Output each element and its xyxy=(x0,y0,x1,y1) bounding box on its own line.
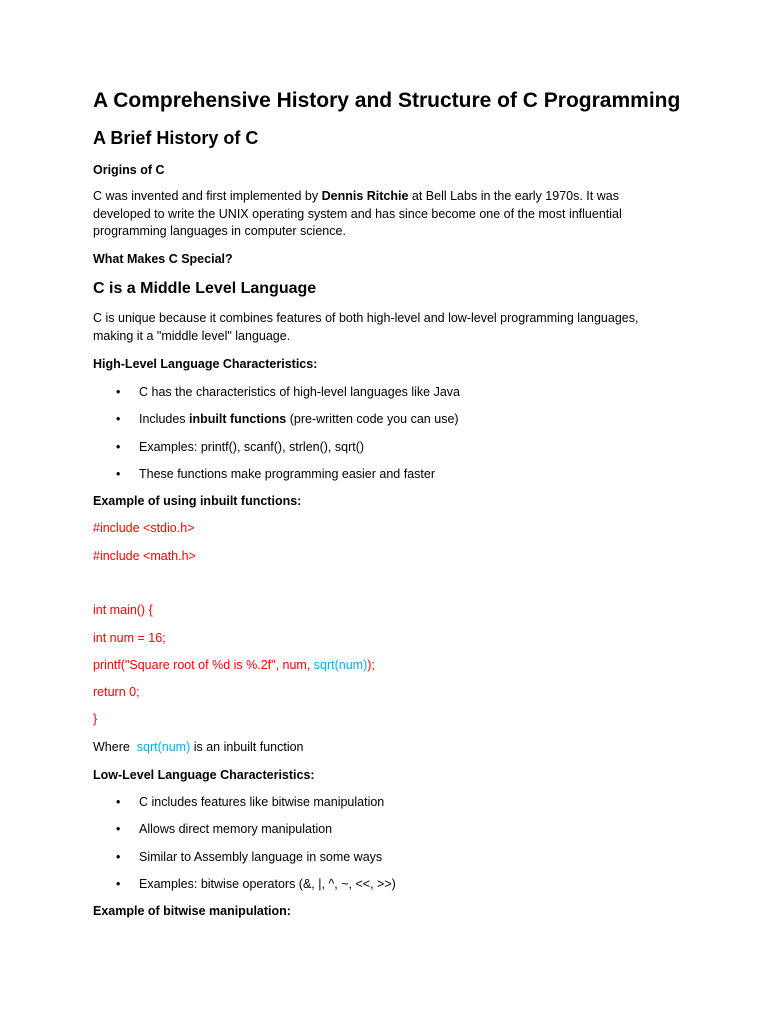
list-item: Examples: printf(), scanf(), strlen(), sqrt() xyxy=(139,440,365,454)
middle-level-paragraph: C is unique because it combines features of both high-level and low-level programming languages, making it a "middle level" language. xyxy=(93,311,639,343)
inbuilt-example-label: Example of using inbuilt functions: xyxy=(93,494,302,508)
bullet-marker: • xyxy=(116,412,121,426)
code-line: #include <math.h> xyxy=(93,549,196,563)
special-label: What Makes C Special? xyxy=(93,252,233,266)
list-item: Allows direct memory manipulation xyxy=(139,822,333,836)
code-line: return 0; xyxy=(93,685,140,699)
code-line: #include <stdio.h> xyxy=(93,521,195,535)
high-level-label: High-Level Language Characteristics: xyxy=(93,357,318,371)
origins-label: Origins of C xyxy=(93,163,165,177)
bullet-marker: • xyxy=(116,385,121,399)
code-printf-end: ); xyxy=(367,658,375,672)
list-item: Examples: bitwise operators (&, |, ^, ~, <<, >>) xyxy=(139,877,396,891)
code-printf: printf("Square root of %d is %.2f", num, xyxy=(93,658,314,672)
code-line: int num = 16; xyxy=(93,631,166,645)
origins-text-start: C was invented and first implemented by xyxy=(93,189,322,203)
bullet-marker: • xyxy=(116,822,121,836)
history-heading: A Brief History of C xyxy=(93,128,259,148)
origins-paragraph xyxy=(93,188,668,241)
where-function: sqrt(num) xyxy=(136,740,191,754)
bullet-marker: • xyxy=(116,877,121,891)
code-line: int main() { xyxy=(93,603,153,617)
where-post: is an inbuilt function xyxy=(190,740,304,754)
list-item: C has the characteristics of high-level languages like Java xyxy=(139,385,461,399)
where-sentence xyxy=(93,739,304,755)
code-sqrt-call: sqrt(num) xyxy=(313,658,368,672)
list-item xyxy=(139,411,459,427)
low-level-label: Low-Level Language Characteristics: xyxy=(93,768,315,782)
list-item-bold: inbuilt functions xyxy=(189,412,287,426)
code-line: } xyxy=(93,712,98,726)
list-item-post: (pre-written code you can use) xyxy=(286,412,459,426)
list-item: C includes features like bitwise manipulation xyxy=(139,795,385,809)
origins-author: Dennis Ritchie xyxy=(321,189,409,203)
bullet-marker: • xyxy=(116,467,121,481)
document-title: A Comprehensive History and Structure of C Programming xyxy=(93,89,681,112)
list-item: These functions make programming easier and faster xyxy=(139,467,435,481)
list-item-pre: Includes xyxy=(139,412,190,426)
middle-level-heading: C is a Middle Level Language xyxy=(93,280,317,297)
code-line xyxy=(93,657,375,673)
bullet-marker: • xyxy=(116,850,121,864)
bullet-marker: • xyxy=(116,440,121,454)
bullet-marker: • xyxy=(116,795,121,809)
bitwise-example-label: Example of bitwise manipulation: xyxy=(93,904,291,918)
list-item: Similar to Assembly language in some ways xyxy=(139,850,383,864)
origins-text-end: at Bell Labs in the early 1970s. It was developed to write the UNIX operating system and has since become one of the most influential programming languages in computer science. xyxy=(93,189,622,238)
where-pre: Where xyxy=(93,740,137,754)
